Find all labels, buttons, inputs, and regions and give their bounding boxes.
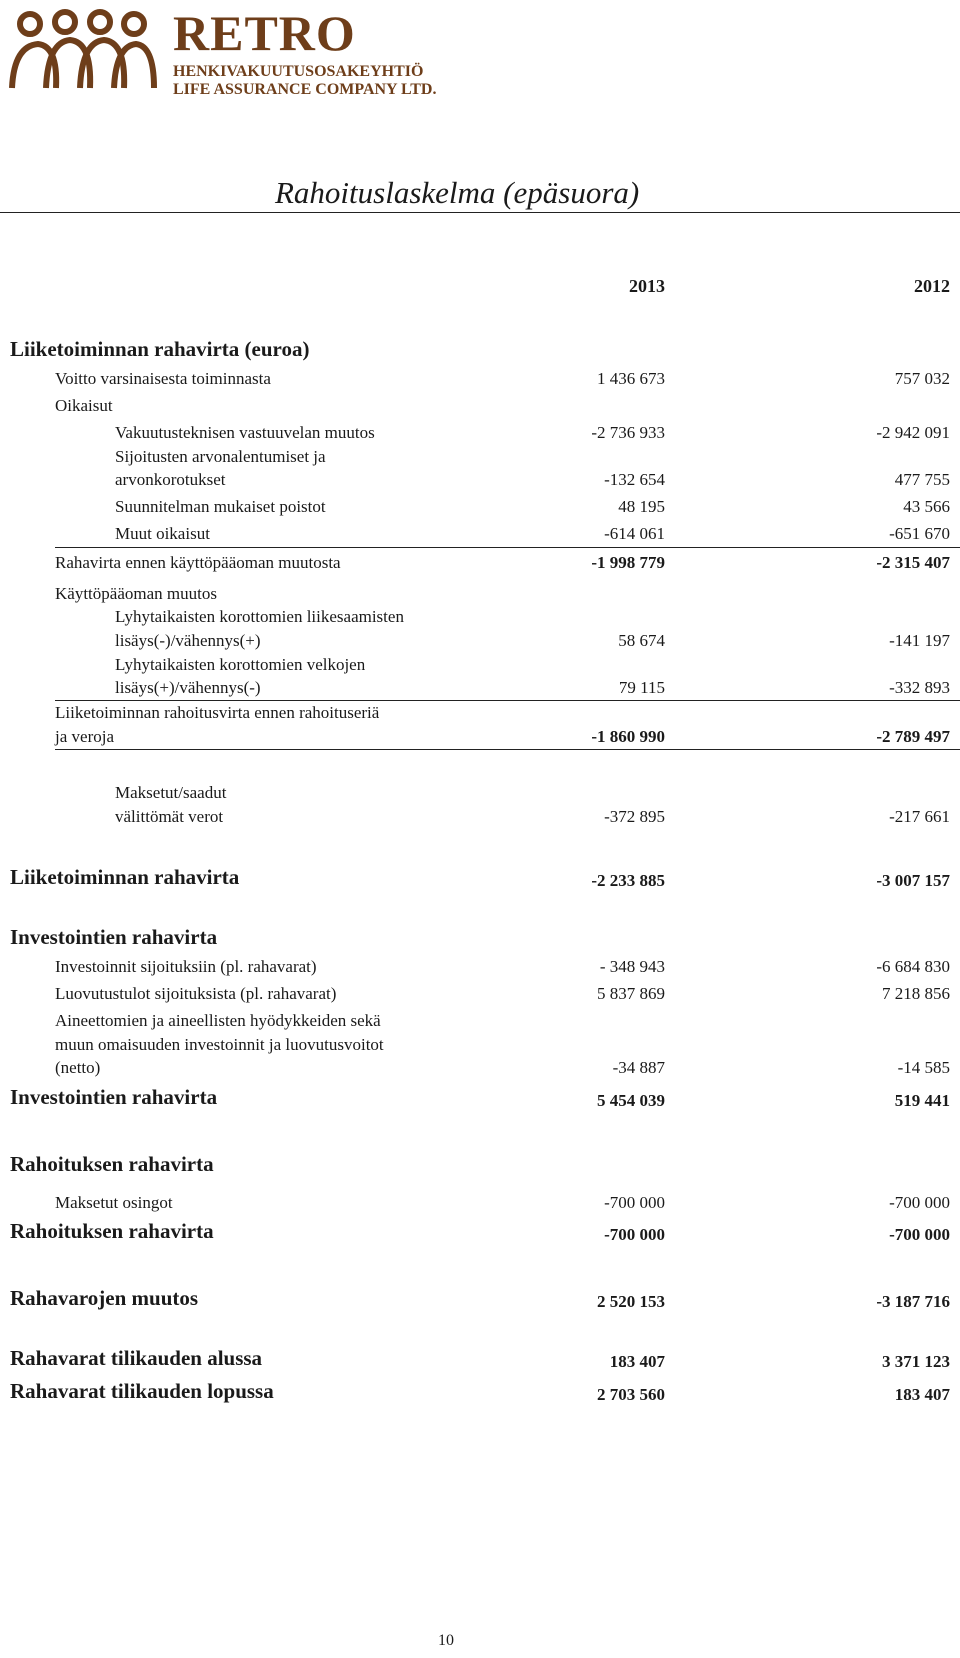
row-label-impairments-cont: arvonkorotukset [115,470,226,489]
title-divider [0,212,960,213]
row-value-profit-2013: 1 436 673 [597,369,665,388]
row-value-cash-change-2012: -3 187 716 [876,1292,950,1311]
row-value-investments-2013: - 348 943 [599,957,665,976]
subtotal-divider [55,547,960,548]
year-header-2012: 2012 [914,276,950,296]
subtotal-divider [55,700,960,701]
row-label-liabilities: Lyhytaikaisten korottomien velkojen [115,655,366,674]
row-value-other-adjustments-2012: -651 670 [889,524,950,543]
row-value-other-adjustments-2013: -614 061 [604,524,665,543]
row-value-tangible-intangible-2013: -34 887 [612,1058,665,1077]
row-value-dividends-2013: -700 000 [604,1193,665,1212]
row-value-receivables-2012: -141 197 [889,631,950,650]
row-value-before-working-capital-2013: -1 998 779 [591,553,665,572]
row-value-technical-provisions-2012: -2 942 091 [876,423,950,442]
row-value-tangible-intangible-2012: -14 585 [897,1058,950,1077]
row-value-cash-closing-2012: 183 407 [894,1385,950,1404]
company-logo [8,6,478,98]
row-value-receivables-2013: 58 674 [618,631,665,650]
row-value-proceeds-2012: 7 218 856 [882,984,950,1003]
row-value-technical-provisions-2013: -2 736 933 [591,423,665,442]
row-label-operating-total: Liiketoiminnan rahavirta [10,865,240,889]
section-heading-operating: Liiketoiminnan rahavirta (euroa) [10,337,310,361]
row-label-proceeds: Luovutustulot sijoituksista (pl. rahavarat) [55,984,337,1003]
row-value-operating-total-2012: -3 007 157 [876,871,950,890]
row-label-before-working-capital: Rahavirta ennen käyttöpääoman muutosta [55,553,341,572]
row-label-working-capital: Käyttöpääoman muutos [55,584,217,603]
year-header-2013: 2013 [629,276,665,296]
row-label-other-adjustments: Muut oikaisut [115,524,210,543]
row-label-profit: Voitto varsinaisesta toiminnasta [55,369,271,388]
row-value-cash-opening-2013: 183 407 [609,1352,665,1371]
logo-subtitle-en: LIFE ASSURANCE COMPANY LTD. [173,81,437,98]
row-label-tangible-intangible: Aineettomien ja aineellisten hyödykkeiden sekä [55,1011,381,1030]
row-value-cash-change-2013: 2 520 153 [597,1292,665,1311]
row-value-dividends-2012: -700 000 [889,1193,950,1212]
figures-emblem-icon [8,6,158,98]
row-label-before-financial-items-cont: ja veroja [55,727,114,746]
row-label-cash-closing: Rahavarat tilikauden lopussa [10,1379,274,1403]
row-label-tangible-intangible-net: (netto) [55,1058,101,1077]
row-value-cash-opening-2012: 3 371 123 [882,1352,950,1371]
row-value-before-financial-items-2012: -2 789 497 [876,727,950,746]
row-value-impairments-2012: 477 755 [894,470,950,489]
subtotal-divider [55,749,960,750]
row-label-before-financial-items: Liiketoiminnan rahoitusvirta ennen rahoituseriä [55,703,380,722]
row-value-taxes-2012: -217 661 [889,807,950,826]
row-value-depreciation-2012: 43 566 [903,497,950,516]
row-label-receivables-cont: lisäys(-)/vähennys(+) [115,631,261,650]
row-value-before-working-capital-2012: -2 315 407 [876,553,950,572]
row-value-depreciation-2013: 48 195 [618,497,665,516]
logo-subtitle-fi: HENKIVAKUUTUSOSAKEYHTIÖ [173,63,424,80]
row-value-investing-total-2012: 519 441 [894,1091,950,1110]
page-title: Rahoituslaskelma (epäsuora) [275,175,640,210]
row-label-dividends: Maksetut osingot [55,1193,173,1212]
row-value-financing-total-2013: -700 000 [604,1225,665,1244]
row-value-financing-total-2012: -700 000 [889,1225,950,1244]
row-label-cash-opening: Rahavarat tilikauden alussa [10,1346,263,1370]
row-label-investments: Investoinnit sijoituksiin (pl. rahavarat) [55,957,317,976]
page-number: 10 [438,1632,454,1649]
row-value-cash-closing-2013: 2 703 560 [597,1385,665,1404]
row-value-liabilities-2013: 79 115 [618,678,665,697]
row-value-before-financial-items-2013: -1 860 990 [591,727,665,746]
row-label-taxes: Maksetut/saadut [115,783,227,802]
row-value-profit-2012: 757 032 [894,369,950,388]
row-label-liabilities-cont: lisäys(+)/vähennys(-) [115,678,261,697]
row-label-impairments: Sijoitusten arvonalentumiset ja [115,447,326,466]
row-label-investing-total: Investointien rahavirta [10,1085,218,1109]
row-value-taxes-2013: -372 895 [604,807,665,826]
row-value-operating-total-2013: -2 233 885 [591,871,665,890]
row-value-proceeds-2013: 5 837 869 [597,984,665,1003]
row-label-receivables: Lyhytaikaisten korottomien liikesaamisten [115,607,404,626]
row-label-taxes-cont: välittömät verot [115,807,224,826]
row-label-cash-change: Rahavarojen muutos [10,1286,199,1310]
row-label-tangible-intangible-cont: muun omaisuuden investoinnit ja luovutusvoitot [55,1035,384,1054]
section-heading-financing: Rahoituksen rahavirta [10,1152,214,1176]
row-value-investing-total-2013: 5 454 039 [597,1091,665,1110]
row-label-financing-total: Rahoituksen rahavirta [10,1219,214,1243]
row-label-adjustments: Oikaisut [55,396,113,415]
row-value-liabilities-2012: -332 893 [889,678,950,697]
section-heading-investing: Investointien rahavirta [10,925,218,949]
row-value-investments-2012: -6 684 830 [876,957,950,976]
row-label-technical-provisions: Vakuutusteknisen vastuuvelan muutos [115,423,375,442]
row-label-depreciation: Suunnitelman mukaiset poistot [115,497,326,516]
row-value-impairments-2013: -132 654 [604,470,665,489]
logo-name: RETRO [173,5,356,61]
